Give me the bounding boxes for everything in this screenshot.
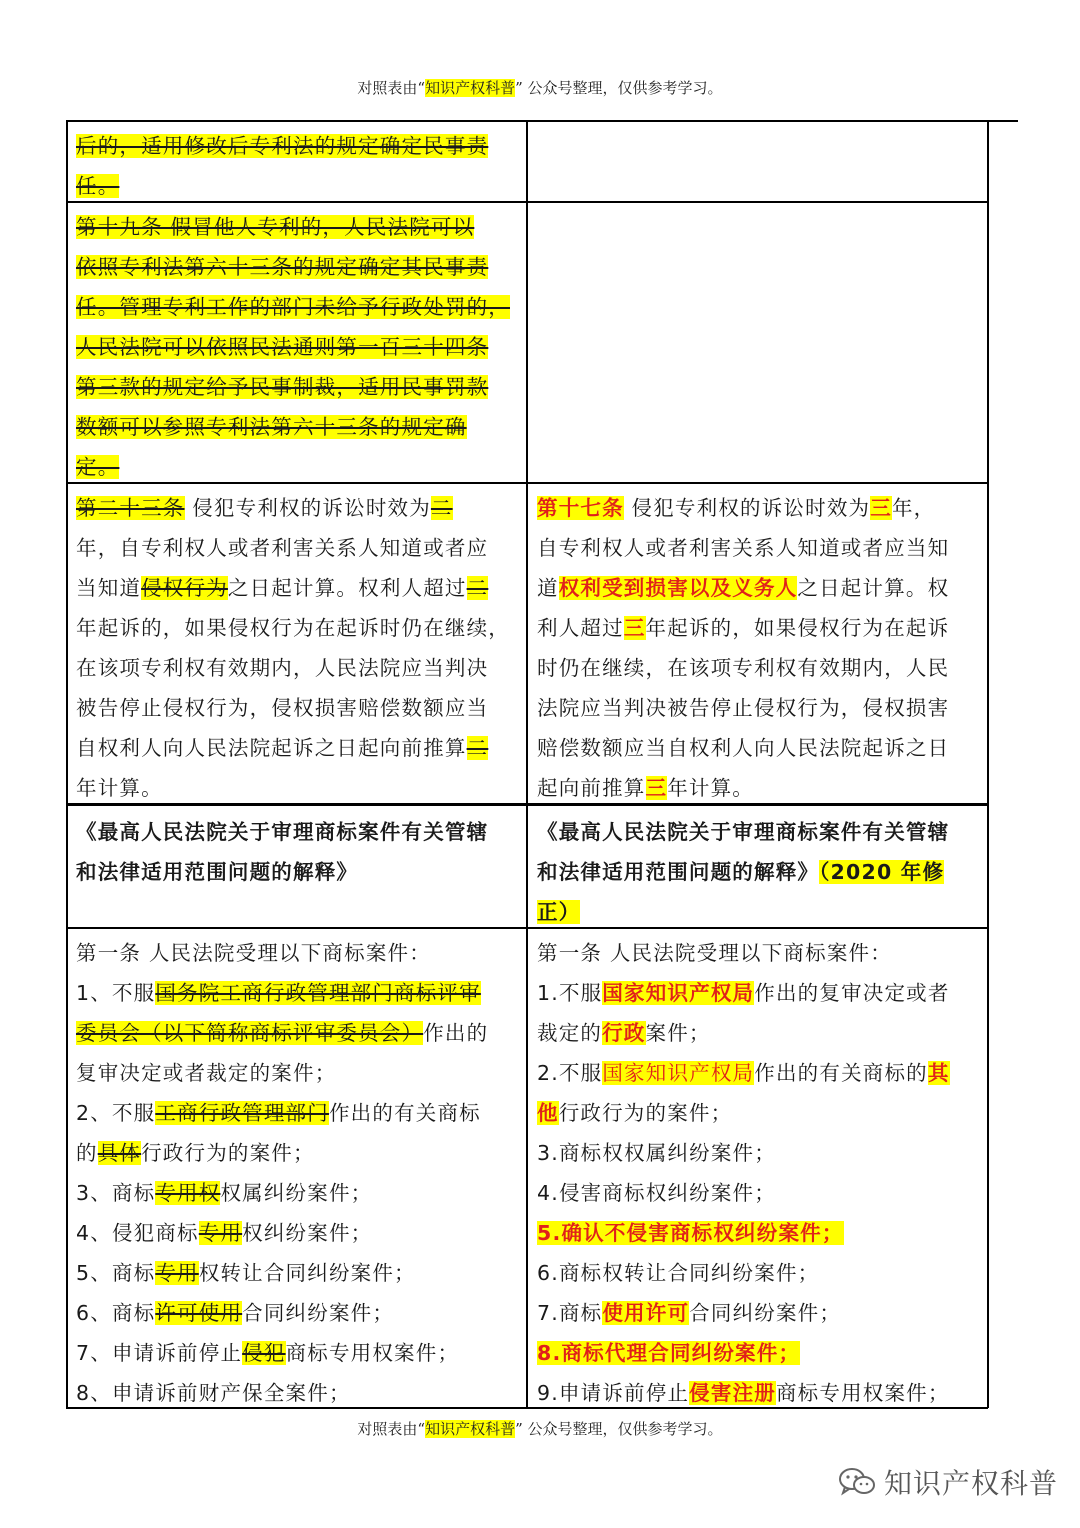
text: 之日起计算。权利人超过	[227, 576, 467, 600]
text: 年计算。	[667, 776, 755, 800]
deleted-text: 第二十三条	[76, 496, 185, 520]
text: 道	[537, 576, 559, 600]
text-line: 自专利权人或者利害关系人知道或者应当知	[537, 536, 950, 560]
caption-prefix: 对照表由“	[357, 1420, 426, 1438]
old-article-23	[76, 488, 524, 808]
column-divider	[526, 120, 528, 1408]
header-caption	[0, 77, 1080, 98]
added-text: 国家知识产权局	[602, 1061, 755, 1085]
deleted-text: 许可使用	[155, 1301, 243, 1325]
text: 7、申请诉前停止	[76, 1341, 243, 1365]
deleted-text: 工商行政管理部门	[155, 1101, 329, 1125]
text-line: 年，自专利权人或者利害关系人知道或者应	[76, 536, 489, 560]
text-line: 8、申请诉前财产保全案件；	[76, 1381, 351, 1405]
text: 权转让合同纠纷案件；	[198, 1261, 416, 1285]
text: 合同纠纷案件；	[689, 1301, 842, 1325]
deleted-text: 专用	[198, 1221, 243, 1245]
old-article-continuation	[76, 126, 524, 206]
text-line: 被告停止侵权行为，侵权损害赔偿数额应当	[76, 696, 489, 720]
added-text: 第十七条	[537, 496, 624, 520]
text: 年，	[891, 496, 936, 520]
text: 6、商标	[76, 1301, 156, 1325]
text: 合同纠纷案件；	[242, 1301, 395, 1325]
text: 裁定的	[537, 1021, 603, 1045]
caption-suffix: ” 公众号整理，仅供参考学习。	[515, 1420, 723, 1438]
deleted-text: 具体	[97, 1141, 142, 1165]
added-text: 8.商标代理合同纠纷案件；	[537, 1341, 801, 1365]
text: 商标专用权案件；	[775, 1381, 950, 1405]
text-line: 3.商标权权属纠纷案件；	[537, 1141, 776, 1165]
deleted-text: 第三款的规定给予民事制裁，适用民事罚款	[76, 375, 489, 399]
table-right-border	[987, 120, 989, 1408]
deleted-text: 后的，适用修改后专利法的规定确定民事责	[76, 134, 489, 158]
revision-tag: （2020 年修	[819, 860, 945, 884]
text: 利人超过	[537, 616, 624, 640]
text: 之日起计算。权	[797, 576, 950, 600]
text-line: 法院应当判决被告停止侵权行为，侵权损害	[537, 696, 950, 720]
deleted-text: 委员会（以下简称商标评审委员会）	[76, 1021, 424, 1045]
text: 7.商标	[537, 1301, 603, 1325]
added-text: 权利受到损害以及义务人	[558, 576, 798, 600]
text: 5、商标	[76, 1261, 156, 1285]
text-line: 年计算。	[76, 776, 163, 800]
deleted-text: 专用权	[155, 1181, 221, 1205]
deleted-text: 任。	[76, 174, 120, 198]
revision-tag: 正）	[537, 900, 581, 924]
deleted-text: 国务院工商行政管理部门商标评审	[155, 981, 481, 1005]
text: 3、商标	[76, 1181, 156, 1205]
old-article-19	[76, 207, 524, 487]
deleted-text: 数额可以参照专利法第六十三条的规定确	[76, 415, 467, 439]
text-line: 年起诉的，如果侵权行为在起诉时仍在继续，	[76, 616, 510, 640]
title-line: 和法律适用范围问题的解释》	[76, 860, 359, 884]
text: 作出的有关商标的	[754, 1061, 928, 1085]
deleted-text: 专用	[155, 1261, 199, 1285]
text: 案件；	[645, 1021, 711, 1045]
deleted-text: 定。	[76, 455, 120, 479]
text: 当知道	[76, 576, 142, 600]
text: 作出的有关商标	[328, 1101, 481, 1125]
caption-account-name: 知识产权科普	[425, 1420, 516, 1438]
added-text: 三	[623, 616, 646, 640]
caption-account-name: 知识产权科普	[425, 79, 516, 97]
text: 自权利人向人民法院起诉之日起向前推算	[76, 736, 467, 760]
deleted-text: 人民法院可以依照民法通则第一百三十四条	[76, 335, 489, 359]
deleted-text: 任。管理专利工作的部门未给予行政处罚的，	[76, 295, 510, 319]
added-text: 三	[645, 776, 668, 800]
added-text: 国家知识产权局	[602, 981, 755, 1005]
deleted-text: 二	[466, 576, 489, 600]
caption-prefix: 对照表由“	[357, 79, 426, 97]
title-line: 《最高人民法院关于审理商标案件有关管辖	[537, 820, 950, 844]
text: 行政行为的案件；	[141, 1141, 315, 1165]
deleted-text: 二	[430, 496, 453, 520]
added-text: 他	[537, 1101, 559, 1125]
old-law-title	[76, 812, 524, 892]
text: 权属纠纷案件；	[220, 1181, 373, 1205]
text: 起向前推算	[537, 776, 646, 800]
text: 侵犯专利权的诉讼时效为	[184, 496, 431, 520]
text-line: 复审决定或者裁定的案件；	[76, 1061, 337, 1085]
added-text: 5.确认不侵害商标权纠纷案件；	[537, 1221, 844, 1245]
text: 作出的	[423, 1021, 489, 1045]
text: 2.不服	[537, 1061, 603, 1085]
text: 的	[76, 1141, 98, 1165]
text: 2、不服	[76, 1101, 156, 1125]
added-text: 三	[870, 496, 892, 520]
title-line: 《最高人民法院关于审理商标案件有关管辖	[76, 820, 489, 844]
wechat-icon	[838, 1466, 876, 1498]
table-left-border	[66, 120, 68, 1408]
footer-caption	[0, 1418, 1080, 1439]
watermark-text: 知识产权科普	[884, 1467, 1059, 1500]
text-line: 第一条 人民法院受理以下商标案件：	[537, 941, 892, 965]
deleted-text: 侵权行为	[141, 576, 228, 600]
text: 侵犯专利权的诉讼时效为	[623, 496, 871, 520]
deleted-text: 依照专利法第六十三条的规定确定其民事责	[76, 255, 489, 279]
text: 权纠纷案件；	[242, 1221, 373, 1245]
deleted-text: 第十九条 假冒他人专利的，人民法院可以	[76, 215, 475, 239]
text: 作出的复审决定或者	[754, 981, 950, 1005]
text: 4、侵犯商标	[76, 1221, 199, 1245]
text: 1.不服	[537, 981, 603, 1005]
text: 1、不服	[76, 981, 156, 1005]
deleted-text: 侵犯	[242, 1341, 286, 1365]
text-line: 时仍在继续，在该项专利权有效期内，人民	[537, 656, 950, 680]
text: 年起诉的，如果侵权行为在起诉	[645, 616, 950, 640]
added-text: 使用许可	[602, 1301, 690, 1325]
new-law-title	[537, 812, 985, 932]
new-article-1	[537, 933, 985, 1413]
text-line: 4.侵害商标权纠纷案件；	[537, 1181, 776, 1205]
text-line: 6.商标权转让合同纠纷案件；	[537, 1261, 820, 1285]
new-article-17	[537, 488, 985, 808]
caption-suffix: ” 公众号整理，仅供参考学习。	[515, 79, 723, 97]
table-top-border	[66, 120, 1018, 122]
added-text: 其	[927, 1061, 950, 1085]
text-line: 在该项专利权有效期内，人民法院应当判决	[76, 656, 489, 680]
old-article-1	[76, 933, 524, 1413]
account-watermark	[838, 1462, 1058, 1502]
added-text: 行政	[602, 1021, 646, 1045]
text-line: 赔偿数额应当自权利人向人民法院起诉之日	[537, 736, 950, 760]
deleted-text: 二	[466, 736, 489, 760]
text: 商标专用权案件；	[285, 1341, 460, 1365]
text: 9.申请诉前停止	[537, 1381, 690, 1405]
added-text: 侵害注册	[689, 1381, 776, 1405]
text-line: 第一条 人民法院受理以下商标案件：	[76, 941, 431, 965]
text: 行政行为的案件；	[558, 1101, 733, 1125]
title-text: 和法律适用范围问题的解释》	[537, 860, 820, 884]
